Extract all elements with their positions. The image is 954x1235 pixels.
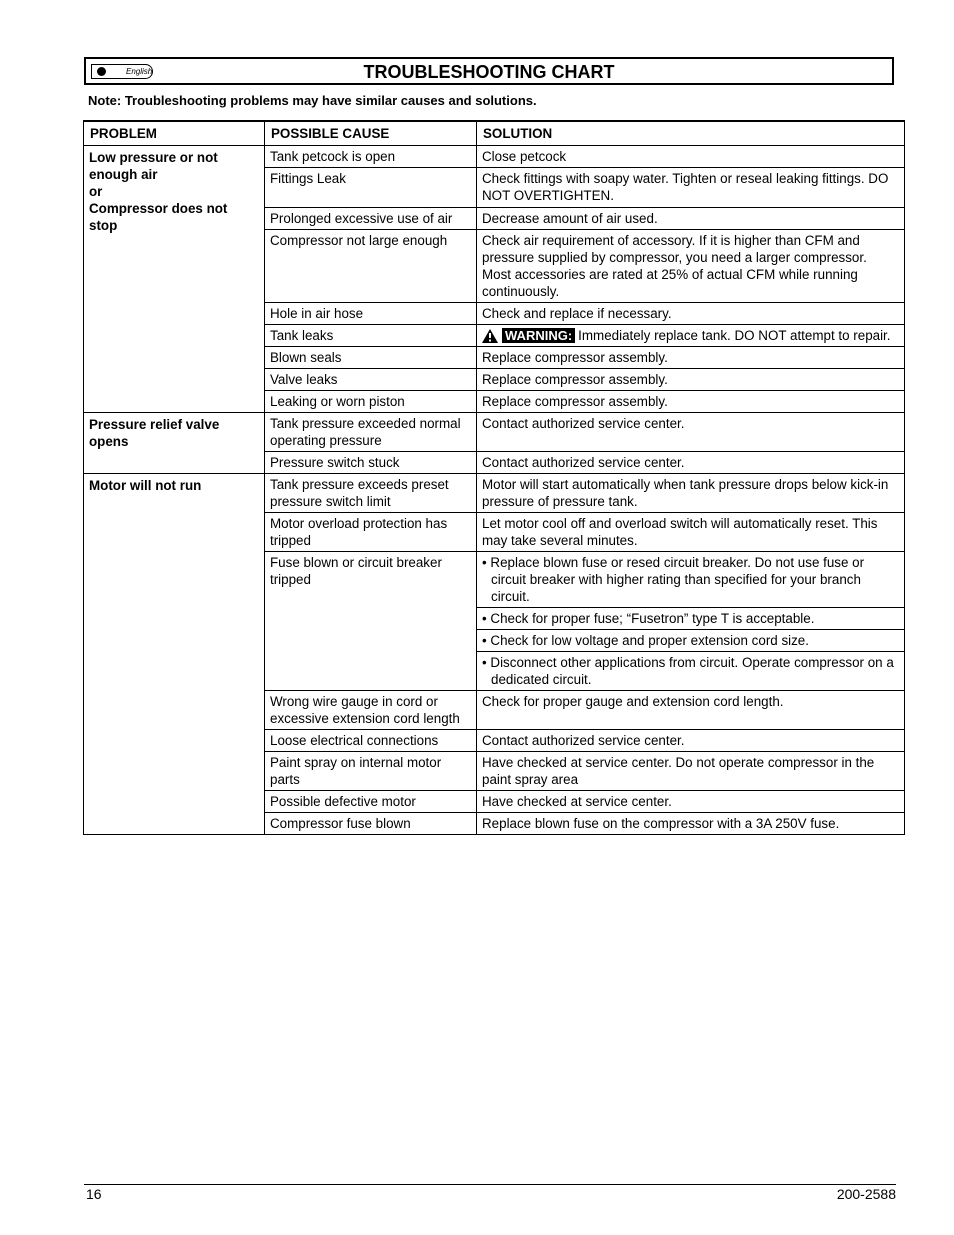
solution-cell: Have checked at service center. Do not operate compressor in the paint spray area bbox=[477, 752, 905, 791]
solution-cell: Replace compressor assembly. bbox=[477, 369, 905, 391]
warning-badge: WARNING: bbox=[502, 328, 575, 343]
cause-cell: Motor overload protection has tripped bbox=[265, 513, 477, 552]
solution-cell: Decrease amount of air used. bbox=[477, 208, 905, 230]
solution-cell bbox=[477, 652, 905, 691]
troubleshooting-table bbox=[83, 120, 905, 835]
solution-cell: Let motor cool off and overload switch will automatically reset. This may take several minutes. bbox=[477, 513, 905, 552]
solution-cell: Replace compressor assembly. bbox=[477, 347, 905, 369]
note-text: Note: Troubleshooting problems may have similar causes and solutions. bbox=[88, 93, 537, 108]
cause-cell: Valve leaks bbox=[265, 369, 477, 391]
page-title: TROUBLESHOOTING CHART bbox=[363, 62, 615, 82]
cause-cell: Blown seals bbox=[265, 347, 477, 369]
header-row bbox=[84, 121, 905, 146]
cause-cell: Tank pressure exceeds preset pressure switch limit bbox=[265, 474, 477, 513]
table-row bbox=[84, 146, 905, 168]
table-row bbox=[84, 474, 905, 513]
warning-text: Immediately replace tank. DO NOT attempt to repair. bbox=[578, 328, 891, 343]
cause-cell: Leaking or worn piston bbox=[265, 391, 477, 413]
bullet-item: • Check for low voltage and proper extension cord size. bbox=[482, 633, 809, 648]
cause-cell: Tank leaks bbox=[265, 325, 477, 347]
column-header-solution: SOLUTION bbox=[477, 121, 905, 146]
cause-cell: Possible defective motor bbox=[265, 791, 477, 813]
bullet-item: • Replace blown fuse or resed circuit breaker. Do not use fuse or circuit breaker with higher rating than specified for your branch circuit. bbox=[482, 555, 865, 604]
solution-cell: Check for proper gauge and extension cord length. bbox=[477, 691, 905, 730]
warning-block bbox=[482, 327, 899, 344]
cause-cell: Prolonged excessive use of air bbox=[265, 208, 477, 230]
bullet-item: • Check for proper fuse; “Fusetron” type T is acceptable. bbox=[482, 611, 815, 626]
language-label: English bbox=[126, 67, 153, 76]
solution-cell: Contact authorized service center. bbox=[477, 413, 905, 452]
column-header-cause: POSSIBLE CAUSE bbox=[265, 121, 477, 146]
solution-cell bbox=[477, 608, 905, 630]
solution-cell: Contact authorized service center. bbox=[477, 452, 905, 474]
solution-cell: Motor will start automatically when tank pressure drops below kick-in pressure of pressure tank. bbox=[477, 474, 905, 513]
cause-cell: Pressure switch stuck bbox=[265, 452, 477, 474]
problem-cell bbox=[84, 146, 265, 413]
page-number: 16 bbox=[86, 1186, 102, 1202]
cause-cell: Tank petcock is open bbox=[265, 146, 477, 168]
cause-cell: Loose electrical connections bbox=[265, 730, 477, 752]
warning-triangle-icon bbox=[482, 329, 498, 343]
solution-cell bbox=[477, 552, 905, 608]
column-header-problem: PROBLEM bbox=[84, 121, 265, 146]
solution-cell: Check air requirement of accessory. If it is higher than CFM and pressure supplied by compressor, you need a larger compressor. Most accessories are rated at 25% of actual CFM while running continuously. bbox=[477, 230, 905, 303]
problem-text: Low pressure or not enough air bbox=[89, 150, 218, 182]
header-box bbox=[84, 57, 894, 85]
cause-cell: Wrong wire gauge in cord or excessive extension cord length bbox=[265, 691, 477, 730]
solution-cell: Have checked at service center. bbox=[477, 791, 905, 813]
problem-cell: Pressure relief valve opens bbox=[84, 413, 265, 474]
solution-cell: Check fittings with soapy water. Tighten or reseal leaking fittings. DO NOT OVERTIGHTEN. bbox=[477, 168, 905, 208]
problem-cell: Motor will not run bbox=[84, 474, 265, 835]
solution-cell: Check and replace if necessary. bbox=[477, 303, 905, 325]
solution-cell: Replace blown fuse on the compressor with a 3A 250V fuse. bbox=[477, 813, 905, 835]
document-number: 200-2588 bbox=[836, 1186, 896, 1202]
bullet-item: • Disconnect other applications from circuit. Operate compressor on a dedicated circuit. bbox=[482, 655, 894, 687]
cause-cell: Hole in air hose bbox=[265, 303, 477, 325]
problem-text: Compressor does not stop bbox=[89, 201, 228, 233]
solution-cell: Replace compressor assembly. bbox=[477, 391, 905, 413]
footer-divider bbox=[84, 1184, 896, 1185]
cause-cell: Fuse blown or circuit breaker tripped bbox=[265, 552, 477, 691]
solution-cell: Contact authorized service center. bbox=[477, 730, 905, 752]
cause-cell: Fittings Leak bbox=[265, 168, 477, 208]
solution-cell bbox=[477, 325, 905, 347]
table-row bbox=[84, 413, 905, 452]
cause-cell: Compressor fuse blown bbox=[265, 813, 477, 835]
cause-cell: Paint spray on internal motor parts bbox=[265, 752, 477, 791]
problem-text: or bbox=[89, 184, 103, 199]
cause-cell: Tank pressure exceeded normal operating pressure bbox=[265, 413, 477, 452]
cause-cell: Compressor not large enough bbox=[265, 230, 477, 303]
solution-cell: Close petcock bbox=[477, 146, 905, 168]
solution-cell bbox=[477, 630, 905, 652]
